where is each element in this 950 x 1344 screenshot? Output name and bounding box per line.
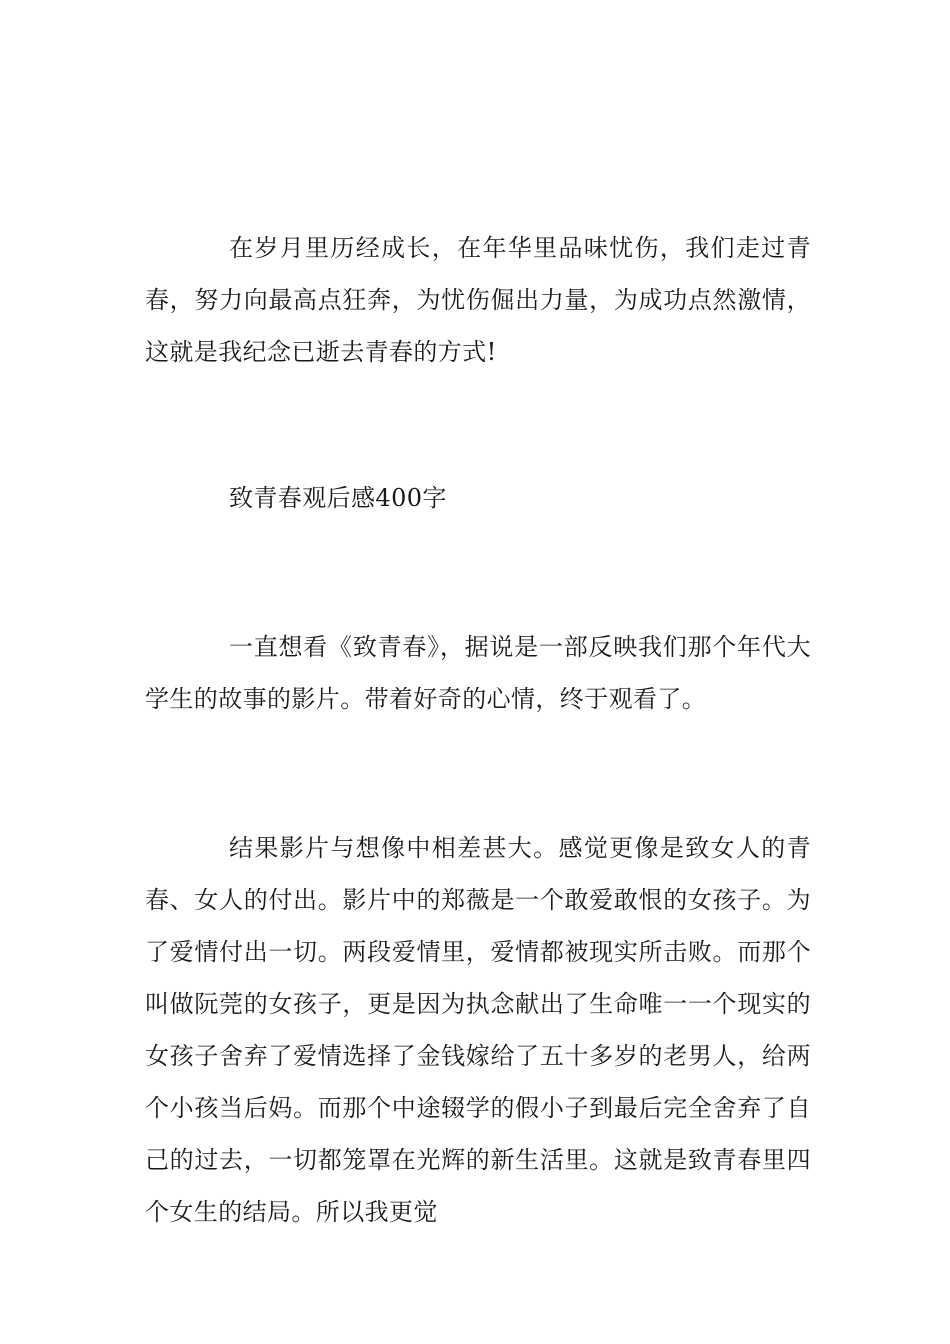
paragraph-intro: 一直想看《致青春》，据说是一部反映我们那个年代大学生的故事的影片。带着好奇的心情，终于观看了。: [145, 633, 811, 713]
section-heading: 致青春观后感400字: [229, 484, 447, 512]
paragraph-review-body: 结果影片与想像中相差甚大。感觉更像是致女人的青春、女人的付出。影片中的郑薇是一个敢爱敢恨的女孩子。为了爱情付出一切。两段爱情里，爱情都被现实所击败。而那个叫做阮莞的女孩子，更是因为执念献出了生命唯一一个现实的女孩子舍弃了爱情选择了金钱嫁给了五十多岁的老男人，给两个小孩当后妈。而那个中途辍学的假小子到最后完全舍弃了自己的过去，一切都笼罩在光辉的新生活里。这就是致青春里四个女生的结局。所以我更觉: [145, 834, 811, 1226]
paragraph-youth-memory: 在岁月里历经成长，在年华里品味忧伤，我们走过青春，努力向最高点狂奔，为忧伤倔出力量，为成功点然激情，这就是我纪念已逝去青春的方式!: [145, 234, 811, 366]
